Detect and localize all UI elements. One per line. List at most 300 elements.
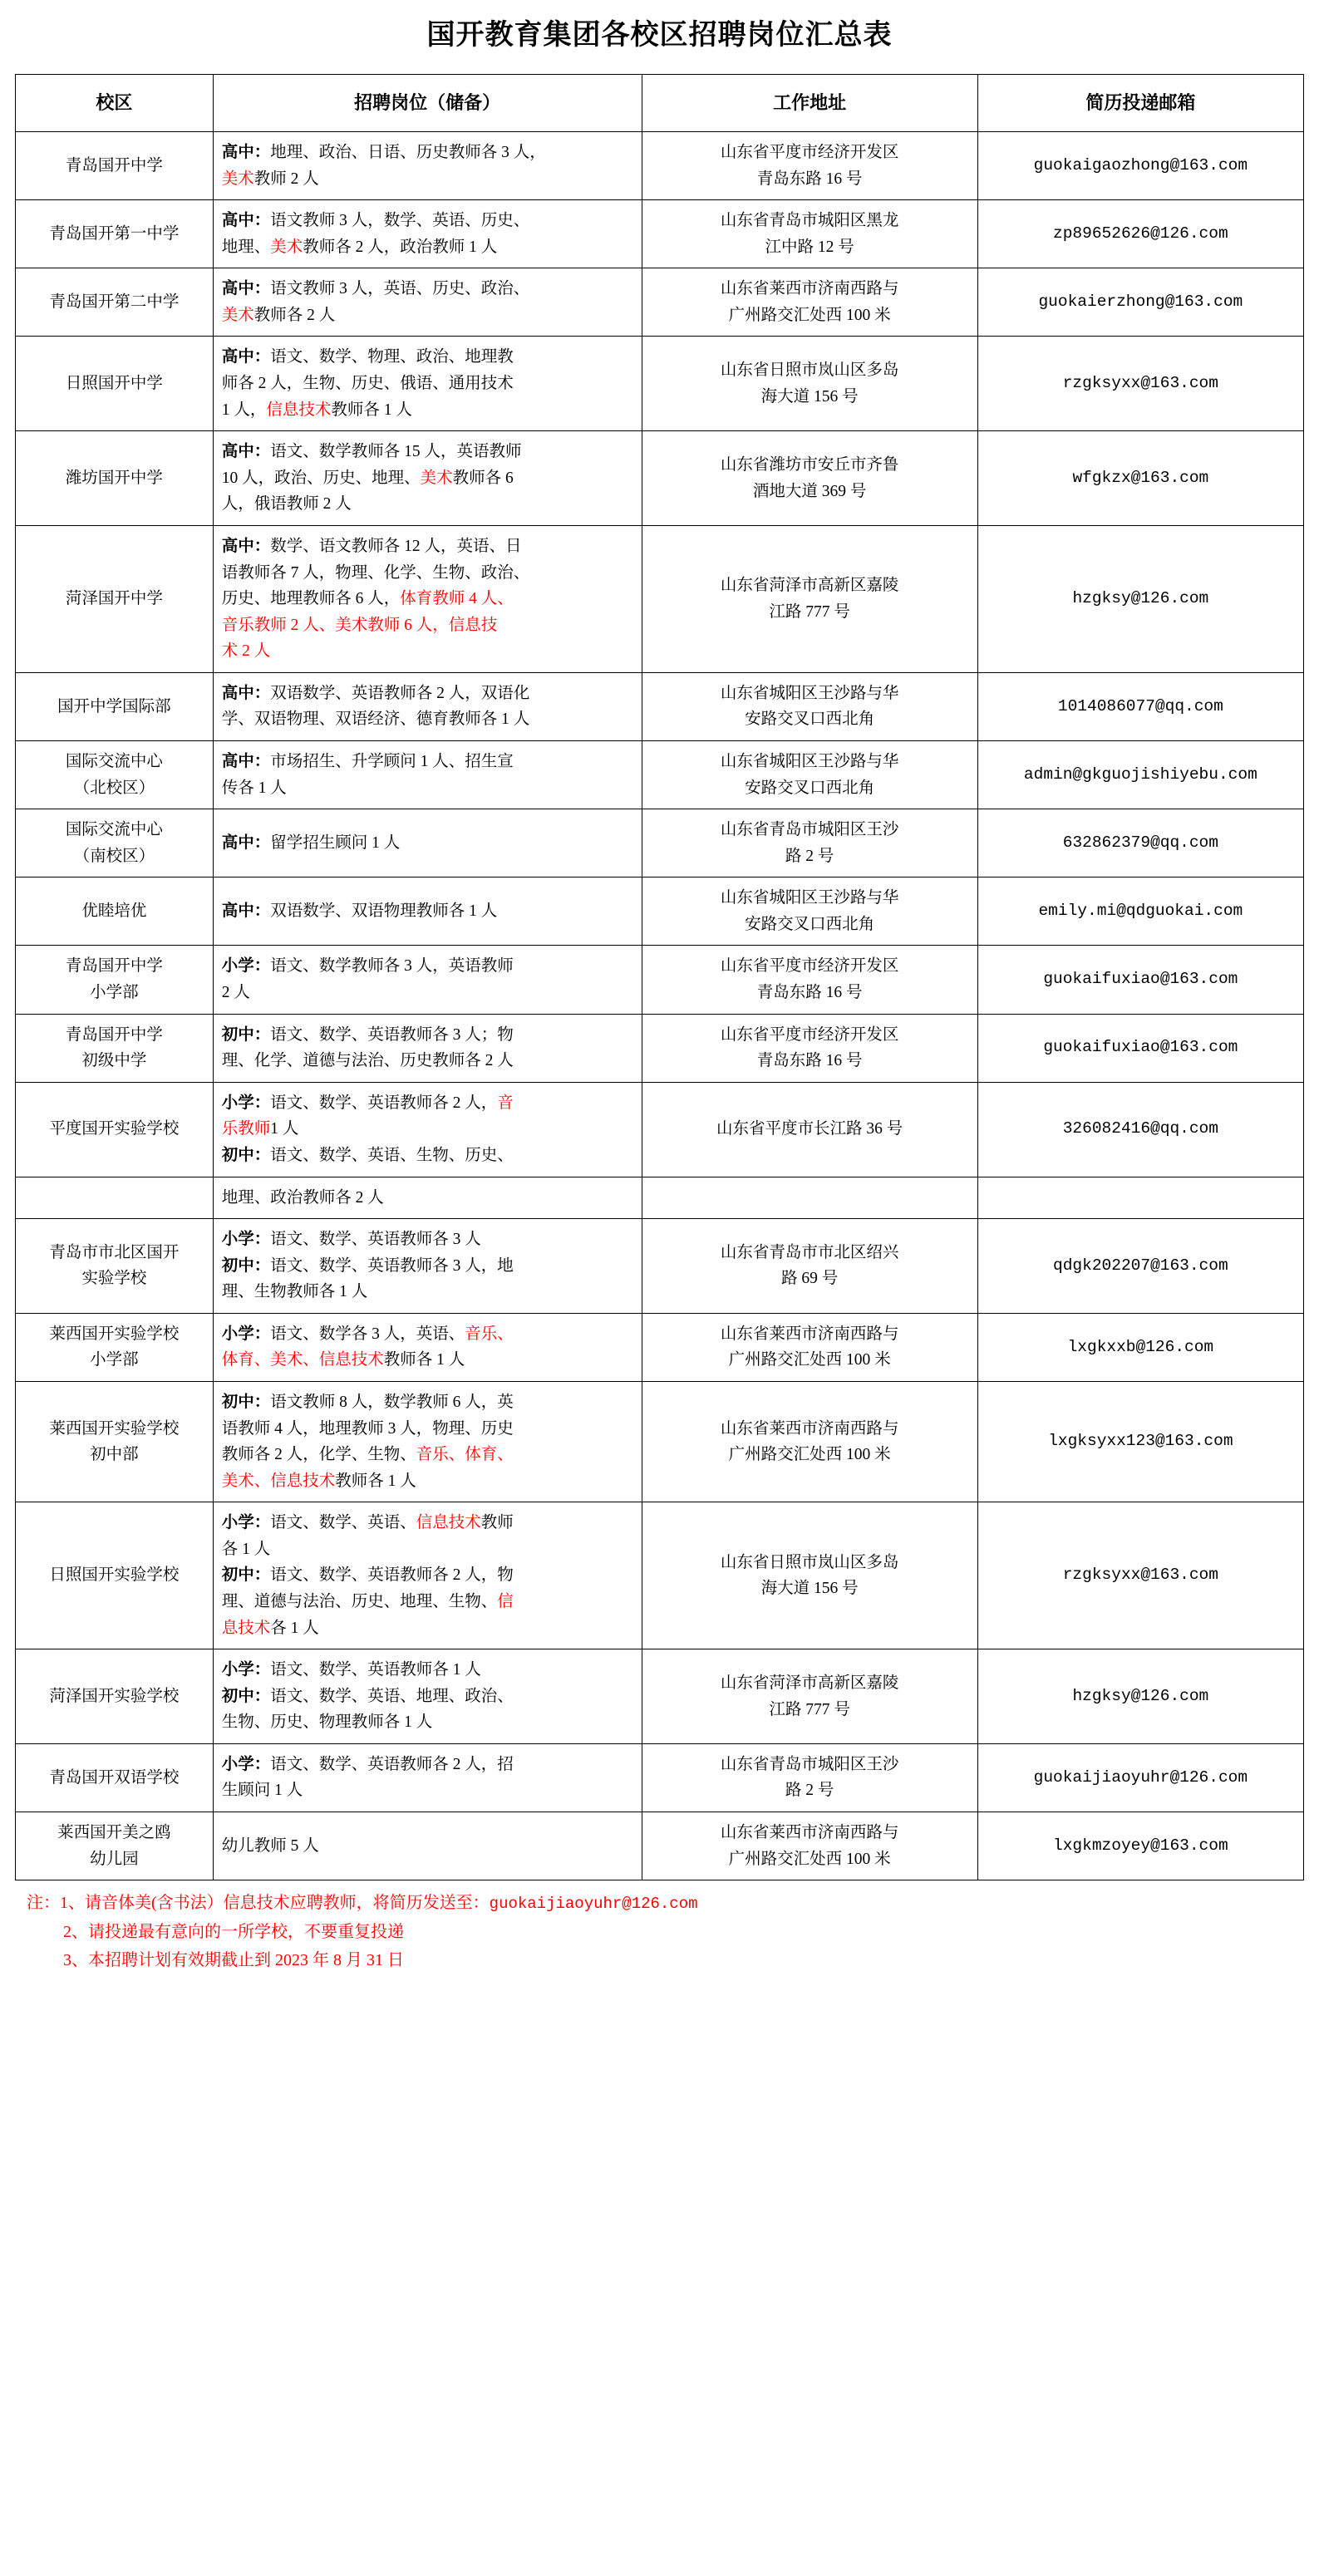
campus-cell (16, 1649, 214, 1744)
campus-cell (16, 1381, 214, 1502)
campus-cell (16, 809, 214, 878)
address-cell (642, 878, 977, 946)
post-text: 幼儿教师 5 人 (221, 1836, 319, 1855)
post-text: 各 1 人 (221, 1540, 271, 1558)
table-row (16, 809, 1304, 878)
post-line (222, 1143, 633, 1169)
post-text: 语文、数学、英语、生物、历史、 (270, 1146, 514, 1164)
post-text: 市场招生、升学顾问 1 人、招生宣 (270, 752, 514, 770)
post-line (222, 1321, 633, 1348)
email-cell[interactable]: rzgksyxx@163.com (977, 337, 1303, 431)
post-cell (213, 1082, 642, 1177)
page-title: 国开教育集团各校区招聘岗位汇总表 (426, 19, 893, 51)
campus-line: 青岛国开双语学校 (49, 1768, 180, 1787)
post-line (222, 1185, 633, 1212)
post-text: 历史、地理教师各 6 人， (221, 590, 401, 608)
address-line: 青岛东路 16 号 (756, 1052, 863, 1070)
post-text: 教师各 2 人 (253, 306, 336, 324)
highlighted-subject: 信 (497, 1593, 514, 1611)
post-line (222, 1389, 633, 1416)
table-row (16, 1502, 1304, 1649)
post-text: 教师各 1 人 (331, 401, 412, 419)
post-line (222, 586, 633, 612)
post-cell (213, 878, 642, 946)
post-text: 语文、数学、英语、地理、政治、 (270, 1687, 514, 1705)
level-label: 高中： (221, 537, 271, 555)
address-line: 路 69 号 (781, 1270, 839, 1288)
post-text: 教师各 6 (452, 469, 514, 487)
post-text: 语文、数学、英语、 (270, 1514, 416, 1532)
post-text: 语文、数学、英语教师各 2 人， (270, 1094, 498, 1112)
level-label: 高中： (221, 280, 271, 298)
campus-line: 初中部 (90, 1446, 139, 1464)
campus-cell (16, 1812, 214, 1880)
post-text: 人，俄语教师 2 人 (221, 495, 352, 514)
post-line (222, 371, 633, 397)
note-text: 请音体美(含书法）信息技术应聘教师，将简历发送至： (85, 1894, 490, 1913)
note-number: 2、 (63, 1922, 88, 1941)
campus-line: 菏泽国开中学 (65, 590, 163, 608)
highlighted-subject: 体育、美术、信息技术 (221, 1351, 384, 1369)
campus-cell (16, 337, 214, 431)
campus-line: 国际交流中心 (65, 752, 163, 770)
address-line: 广州路交汇处西 100 米 (728, 306, 891, 324)
post-line (222, 1279, 633, 1305)
post-text: 2 人 (221, 984, 250, 1002)
address-line: 山东省城阳区王沙路与华 (720, 889, 899, 907)
address-line: 山东省菏泽市高新区嘉陵 (720, 577, 899, 595)
post-cell (213, 525, 642, 672)
level-label: 初中： (221, 1393, 271, 1411)
table-row (16, 1812, 1304, 1880)
email-cell[interactable]: guokaifuxiao@163.com (977, 946, 1303, 1014)
campus-line: 实验学校 (81, 1270, 147, 1288)
post-text: 语文、数学、英语教师各 2 人，招 (270, 1755, 514, 1773)
post-text: 语文、数学各 3 人，英语、 (270, 1325, 465, 1343)
post-line (222, 491, 633, 518)
footer-note-line (15, 1946, 1304, 1974)
post-text: 1 人， (221, 401, 267, 419)
post-text: 教师各 1 人 (335, 1472, 416, 1490)
campus-line: 莱西国开实验学校 (49, 1419, 180, 1438)
post-text: 语教师 4 人，地理教师 3 人，物理、历史 (221, 1419, 514, 1438)
address-line: 海大道 156 号 (760, 387, 859, 406)
post-cell (213, 200, 642, 268)
post-text: 语文、数学、英语教师各 3 人，地 (270, 1256, 514, 1275)
email-cell[interactable]: qdgk202207@163.com (977, 1219, 1303, 1314)
campus-line: 菏泽国开实验学校 (49, 1687, 180, 1705)
post-text: 教师 (480, 1514, 514, 1532)
campus-line: 青岛国开第一中学 (49, 224, 180, 243)
post-line (222, 830, 633, 857)
post-line (222, 612, 633, 639)
post-text: 双语数学、双语物理教师各 1 人 (270, 902, 498, 921)
recruitment-table (15, 74, 1304, 1880)
email-cell[interactable]: zp89652626@126.com (977, 200, 1303, 268)
footer-note-line (15, 1889, 1304, 1918)
post-line (222, 706, 633, 733)
address-line: 江路 777 号 (769, 602, 850, 621)
address-cell (642, 1812, 977, 1880)
campus-line: 青岛国开中学 (65, 1025, 163, 1044)
campus-line: 国际交流中心 (65, 821, 163, 839)
table-row (16, 1082, 1304, 1177)
email-cell[interactable]: guokaijiaoyuhr@126.com (977, 1743, 1303, 1812)
table-row (16, 431, 1304, 526)
address-line: 山东省青岛市市北区绍兴 (720, 1243, 899, 1261)
campus-line: 日照国开中学 (65, 375, 163, 393)
post-line (222, 1468, 633, 1495)
highlighted-subject: 信息技术 (266, 401, 332, 419)
note-email[interactable]: guokaijiaoyuhr@126.com (489, 1895, 698, 1914)
campus-cell (16, 672, 214, 740)
address-line: 青岛东路 16 号 (756, 170, 863, 188)
address-cell (642, 1177, 977, 1219)
address-cell (642, 809, 977, 878)
email-cell[interactable]: lxgksyxx123@163.com (977, 1381, 1303, 1502)
level-label: 小学： (221, 1661, 271, 1679)
post-text: 教师各 2 人，化学、生物、 (221, 1446, 416, 1464)
post-cell (213, 268, 642, 337)
post-text: 生物、历史、物理教师各 1 人 (221, 1713, 433, 1732)
campus-cell (16, 431, 214, 526)
address-cell (642, 1502, 977, 1649)
post-cell (213, 337, 642, 431)
campus-cell (16, 1082, 214, 1177)
address-line: 山东省城阳区王沙路与华 (720, 752, 899, 770)
post-text: 语文、数学、英语教师各 2 人，物 (270, 1566, 514, 1585)
address-line: 山东省日照市岚山区多岛 (720, 1553, 899, 1571)
post-line (222, 166, 633, 193)
address-line: 江路 777 号 (769, 1700, 850, 1718)
email-cell[interactable]: wfgkzx@163.com (977, 431, 1303, 526)
post-text: 1 人 (270, 1120, 299, 1138)
table-row (16, 1649, 1304, 1744)
post-text: 师各 2 人，生物、历史、俄语、通用技术 (221, 375, 514, 393)
email-cell[interactable]: guokaigaozhong@163.com (977, 132, 1303, 200)
email-cell[interactable]: 632862379@qq.com (977, 809, 1303, 878)
email-cell[interactable]: hzgksy@126.com (977, 525, 1303, 672)
post-line (222, 1615, 633, 1642)
highlighted-subject: 音乐、 (465, 1325, 514, 1343)
level-label: 小学： (221, 957, 271, 976)
level-label: 高中： (221, 348, 271, 366)
campus-cell (16, 1014, 214, 1082)
address-line: 山东省青岛市城阳区王沙 (720, 1755, 899, 1773)
post-cell (213, 1219, 642, 1314)
address-cell (642, 946, 977, 1014)
level-label: 初中： (221, 1566, 271, 1585)
post-cell (213, 1743, 642, 1812)
post-line (222, 140, 633, 166)
campus-cell (16, 200, 214, 268)
address-cell (642, 525, 977, 672)
post-line (222, 560, 633, 587)
address-cell (642, 1219, 977, 1314)
address-line: 安路交叉口西北角 (745, 779, 875, 797)
email-cell[interactable]: admin@gkguojishiyebu.com (977, 740, 1303, 809)
address-cell (642, 1082, 977, 1177)
post-text: 传各 1 人 (221, 779, 287, 797)
post-text: 地理、政治教师各 2 人 (221, 1188, 384, 1207)
email-cell[interactable]: hzgksy@126.com (977, 1649, 1303, 1744)
post-text: 教师 2 人 (253, 170, 319, 188)
post-text: 留学招生顾问 1 人 (270, 833, 401, 852)
address-line: 山东省青岛市城阳区黑龙 (720, 212, 899, 230)
address-line: 山东省平度市长江路 36 号 (716, 1120, 903, 1138)
campus-line: 莱西国开实验学校 (49, 1325, 180, 1343)
address-line: 山东省平度市经济开发区 (720, 957, 899, 976)
post-cell (213, 1014, 642, 1082)
post-line (222, 1709, 633, 1736)
post-line (222, 234, 633, 261)
email-cell[interactable]: 326082416@qq.com (977, 1082, 1303, 1177)
email-cell[interactable]: 1014086077@qq.com (977, 672, 1303, 740)
post-line (222, 1777, 633, 1804)
address-line: 山东省平度市经济开发区 (720, 144, 899, 161)
post-text: 教师各 1 人 (383, 1351, 465, 1369)
post-line (222, 1442, 633, 1468)
table-row (16, 672, 1304, 740)
address-cell (642, 1649, 977, 1744)
post-cell (213, 1313, 642, 1381)
campus-line: 初级中学 (81, 1052, 147, 1070)
table-row (16, 200, 1304, 268)
campus-line: 潍坊国开中学 (65, 469, 163, 487)
post-text: 语文教师 3 人，英语、历史、政治、 (270, 280, 530, 298)
post-line (222, 533, 633, 560)
post-line (222, 1684, 633, 1710)
post-line (222, 1562, 633, 1589)
column-header-post: 招聘岗位（储备） (213, 75, 642, 132)
level-label: 小学： (221, 1325, 271, 1343)
level-label: 高中： (221, 684, 271, 702)
table-row (16, 132, 1304, 200)
highlighted-subject: 美术 (221, 306, 254, 324)
table-row (16, 1743, 1304, 1812)
address-line: 广州路交汇处西 100 米 (728, 1351, 891, 1369)
post-line (222, 980, 633, 1006)
table-row (16, 268, 1304, 337)
email-cell[interactable] (977, 1177, 1303, 1219)
address-cell (642, 1743, 977, 1812)
table-row (16, 878, 1304, 946)
level-label: 初中： (221, 1256, 271, 1275)
campus-cell (16, 525, 214, 672)
post-text: 教师各 2 人，政治教师 1 人 (303, 238, 498, 256)
address-line: 安路交叉口西北角 (745, 710, 875, 729)
table-row (16, 1219, 1304, 1314)
post-line (222, 638, 633, 665)
column-header-campus: 校区 (16, 75, 214, 132)
post-text: 语文、数学、英语教师各 3 人 (270, 1231, 481, 1249)
campus-cell (16, 268, 214, 337)
post-text: 双语数学、英语教师各 2 人，双语化 (270, 684, 530, 702)
campus-cell (16, 1313, 214, 1381)
post-line (222, 1510, 633, 1536)
campus-line: 青岛国开第二中学 (49, 293, 180, 312)
address-line: 山东省青岛市城阳区王沙 (720, 821, 899, 839)
table-row (16, 946, 1304, 1014)
post-text: 语文、数学、英语教师各 1 人 (270, 1661, 481, 1679)
address-cell (642, 672, 977, 740)
campus-line: 莱西国开美之鸥 (57, 1824, 171, 1842)
campus-line: 幼儿园 (90, 1850, 139, 1868)
note-text: 请投递最有意向的一所学校，不要重复投递 (88, 1922, 404, 1941)
campus-cell (16, 1502, 214, 1649)
address-line: 山东省潍坊市安丘市齐鲁 (720, 455, 899, 474)
level-label: 高中： (221, 144, 271, 161)
campus-line: （南校区） (73, 847, 155, 865)
table-row (16, 1177, 1304, 1219)
post-text: 语文、数学教师各 15 人，英语教师 (270, 443, 522, 461)
highlighted-subject: 音乐教师 2 人、美术教师 6 人，信息技 (221, 616, 498, 634)
level-label: 小学： (221, 1514, 271, 1532)
column-header-address: 工作地址 (642, 75, 977, 132)
address-cell (642, 200, 977, 268)
level-label: 小学： (221, 1094, 271, 1112)
post-cell (213, 1177, 642, 1219)
post-line (222, 1116, 633, 1143)
post-text: 语文教师 8 人，数学教师 6 人，英 (270, 1393, 514, 1411)
level-label: 高中： (221, 443, 271, 461)
highlighted-subject: 美术 (221, 170, 254, 188)
campus-line: 青岛国开中学 (65, 156, 163, 175)
post-cell (213, 1502, 642, 1649)
address-line: 山东省莱西市济南西路与 (720, 1824, 899, 1842)
address-line: 山东省菏泽市高新区嘉陵 (720, 1674, 899, 1692)
level-label: 高中： (221, 752, 271, 770)
campus-line: 平度国开实验学校 (49, 1120, 180, 1138)
campus-line: 青岛国开中学 (65, 957, 163, 976)
post-line (222, 749, 633, 775)
post-text: 10 人，政治、历史、地理、 (221, 469, 421, 487)
post-text: 语文、数学教师各 3 人，英语教师 (270, 957, 514, 976)
post-cell (213, 1381, 642, 1502)
table-row (16, 1381, 1304, 1502)
email-cell[interactable]: lxgkxxb@126.com (977, 1313, 1303, 1381)
post-cell (213, 809, 642, 878)
campus-line: 日照国开实验学校 (49, 1566, 180, 1585)
post-line (222, 1048, 633, 1074)
address-cell (642, 1014, 977, 1082)
note-text: 本招聘计划有效期截止到 2023 年 8 月 31 日 (88, 1951, 404, 1970)
post-text: 地理、 (221, 238, 271, 256)
campus-line: （北校区） (73, 779, 155, 797)
post-line (222, 439, 633, 465)
post-text: 理、化学、道德与法治、历史教师各 2 人 (221, 1052, 514, 1070)
table-header-row (16, 75, 1304, 132)
table-row (16, 1014, 1304, 1082)
post-text: 语文教师 3 人，数学、英语、历史、 (270, 212, 530, 230)
post-text: 理、道德与法治、历史、地理、生物、 (221, 1593, 498, 1611)
address-line: 江中路 12 号 (765, 238, 854, 256)
table-row (16, 1313, 1304, 1381)
email-cell[interactable]: emily.mi@qdguokai.com (977, 878, 1303, 946)
post-line (222, 1589, 633, 1615)
address-line: 山东省城阳区王沙路与华 (720, 684, 899, 702)
campus-line: 国开中学国际部 (57, 697, 171, 715)
post-cell (213, 1812, 642, 1880)
campus-line: 青岛市市北区国开 (49, 1243, 180, 1261)
post-cell (213, 132, 642, 200)
level-label: 初中： (221, 1025, 271, 1044)
post-text: 理、生物教师各 1 人 (221, 1283, 368, 1301)
campus-line: 小学部 (90, 1351, 139, 1369)
level-label: 高中： (221, 833, 271, 852)
column-header-email: 简历投递邮箱 (977, 75, 1303, 132)
post-line (222, 898, 633, 925)
address-cell (642, 337, 977, 431)
post-line (222, 1416, 633, 1443)
address-cell (642, 1381, 977, 1502)
post-line (222, 1347, 633, 1374)
email-cell[interactable]: guokaifuxiao@163.com (977, 1014, 1303, 1082)
post-text: 语文、数学、物理、政治、地理教 (270, 348, 514, 366)
address-line: 酒地大道 369 号 (752, 482, 867, 500)
post-line (222, 344, 633, 371)
campus-cell (16, 1219, 214, 1314)
address-line: 山东省莱西市济南西路与 (720, 1325, 899, 1343)
post-line (222, 1752, 633, 1778)
highlighted-subject: 美术 (270, 238, 303, 256)
footer-note-line (15, 1918, 1304, 1946)
highlighted-subject: 乐教师 (221, 1120, 271, 1138)
address-line: 海大道 156 号 (760, 1580, 859, 1598)
post-line (222, 775, 633, 802)
post-text: 数学、语文教师各 12 人，英语、日 (270, 537, 522, 555)
address-line: 广州路交汇处西 100 米 (728, 1446, 891, 1464)
post-text: 语教师各 7 人，物理、化学、生物、政治、 (221, 563, 530, 582)
post-line (222, 1022, 633, 1049)
address-line: 山东省日照市岚山区多岛 (720, 361, 899, 380)
post-line (222, 1227, 633, 1253)
post-cell (213, 431, 642, 526)
post-line (222, 1657, 633, 1684)
campus-cell (16, 740, 214, 809)
level-label: 初中： (221, 1146, 271, 1164)
post-cell (213, 740, 642, 809)
campus-line: 优睦培优 (81, 902, 147, 921)
level-label: 初中： (221, 1687, 271, 1705)
highlighted-subject: 体育教师 4 人、 (400, 590, 514, 608)
table-row (16, 740, 1304, 809)
highlighted-subject: 音乐、体育、 (416, 1446, 514, 1464)
post-text: 学、双语物理、双语经济、德育教师各 1 人 (221, 710, 530, 729)
post-line (222, 1090, 633, 1117)
email-cell[interactable]: lxgkmzoyey@163.com (977, 1812, 1303, 1880)
address-cell (642, 740, 977, 809)
post-line (222, 681, 633, 707)
note-number: 注：1、 (27, 1894, 85, 1913)
post-line (222, 208, 633, 234)
campus-line: 小学部 (90, 984, 139, 1002)
post-text: 各 1 人 (270, 1619, 319, 1637)
campus-cell (16, 132, 214, 200)
highlighted-subject: 术 2 人 (221, 642, 271, 661)
table-header (16, 75, 1304, 132)
post-cell (213, 672, 642, 740)
address-line: 路 2 号 (785, 1782, 834, 1800)
campus-cell (16, 946, 214, 1014)
address-line: 山东省平度市经济开发区 (720, 1025, 899, 1044)
highlighted-subject: 美术、信息技术 (221, 1472, 336, 1490)
email-cell[interactable]: rzgksyxx@163.com (977, 1502, 1303, 1649)
note-number: 3、 (63, 1951, 88, 1970)
address-line: 青岛东路 16 号 (756, 984, 863, 1002)
post-line (222, 1253, 633, 1280)
email-cell[interactable]: guokaierzhong@163.com (977, 268, 1303, 337)
